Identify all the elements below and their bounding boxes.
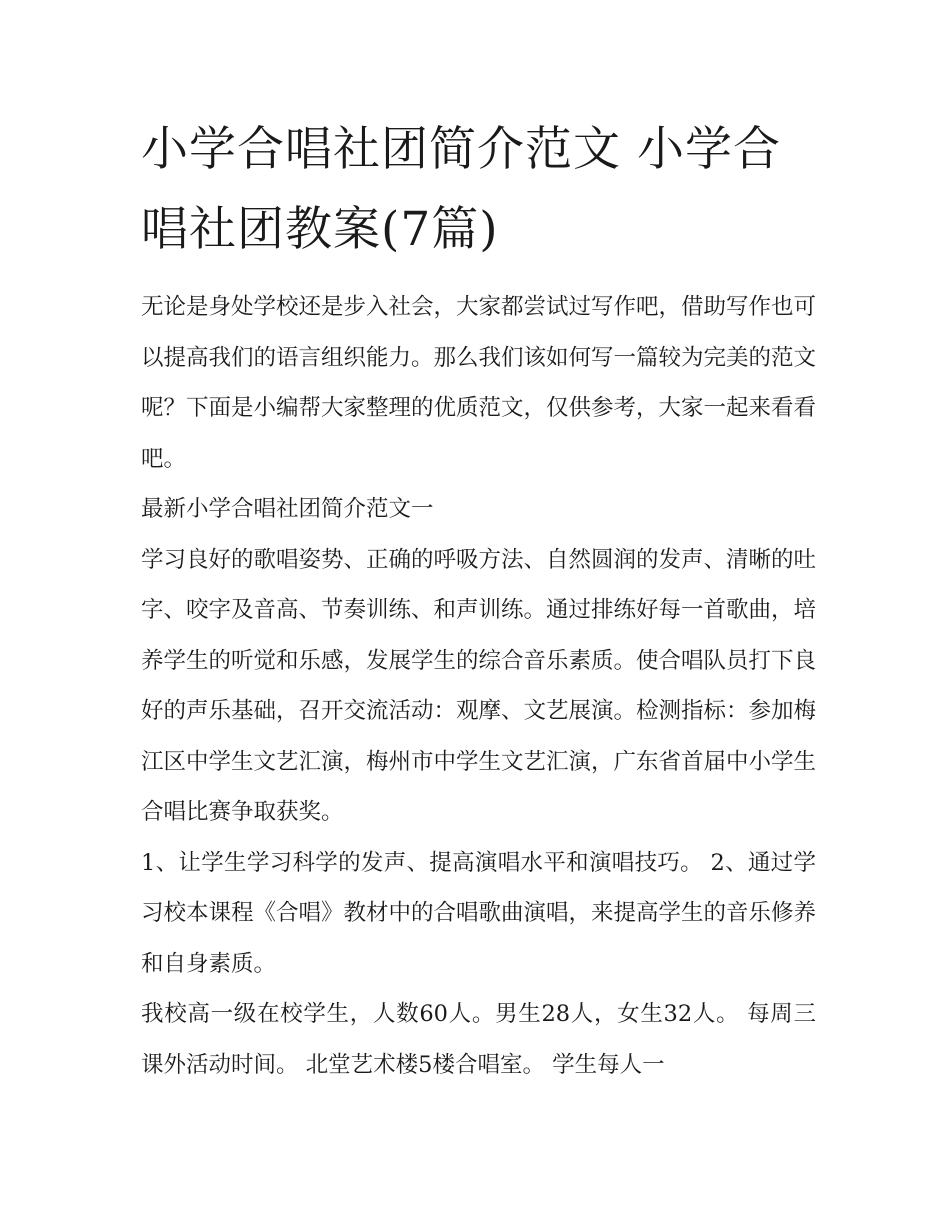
body-paragraph: 1、让学生学习科学的发声、提高演唱水平和演唱技巧。 2、通过学习校本课程《合唱》教材中的合唱歌曲演唱，来提高学生的音乐修养和自身素质。 [141, 849, 817, 977]
document-title: 小学合唱社团简介范文 小学合唱社团教案(7篇) [141, 122, 781, 257]
document-content [141, 110, 816, 1090]
section-heading: 最新小学合唱社团简介范文一 [141, 496, 434, 522]
intro-paragraph: 无论是身处学校还是步入社会，大家都尝试过写作吧，借助写作也可以提高我们的语言组织能力。那么我们该如何写一篇较为完美的范文呢？下面是小编帮大家整理的优质范文，仅供参考，大家一起来看看吧。 [141, 294, 817, 472]
body-paragraph: 学习良好的歌唱姿势、正确的呼吸方法、自然圆润的发声、清晰的吐字、咬字及音高、节奏训练、和声训练。通过排练好每一首歌曲，培养学生的听觉和乐感，发展学生的综合音乐素质。使合唱队员打下良好的声乐基础，召开交流活动：观摩、文艺展演。检测指标：参加梅江区中学生文艺汇演，梅州市中学生文艺汇演，广东省首届中小学生合唱比赛争取获奖。 [141, 546, 817, 825]
body-paragraph: 我校高一级在校学生，人数60人。男生28人，女生32人。 每周三课外活动时间。 北堂艺术楼5楼合唱室。 学生每人一 [141, 1001, 816, 1078]
